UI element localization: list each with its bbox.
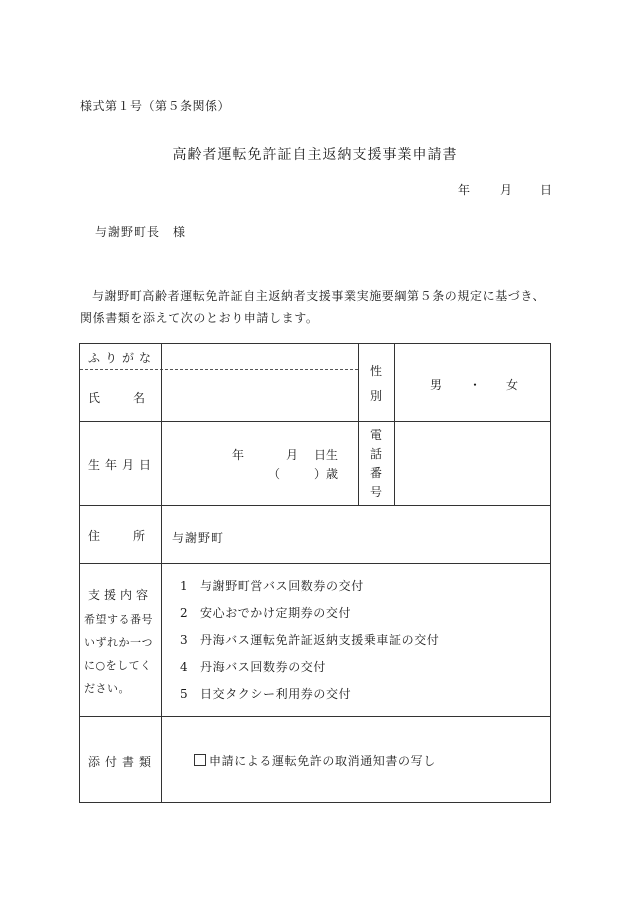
row-divider-3 [80, 563, 550, 564]
attachment-checkbox[interactable] [194, 754, 206, 766]
document-title: 高齢者運転免許証自主返納支援事業申請書 [172, 147, 458, 163]
sex-option-female[interactable]: 女 [506, 378, 519, 392]
phone-label-char-3: 番 [370, 466, 383, 480]
sex-label-2: 別 [370, 389, 383, 403]
attachment-label: 添付書類 [88, 755, 157, 769]
row-divider-2 [80, 505, 550, 506]
attachment-item-text: 申請による運転免許の取消通知書の写し [209, 754, 436, 768]
support-option-4[interactable] [180, 658, 326, 675]
body-text: 与謝野町高齢者運転免許証自主返納者支援事業実施要綱第５条の規定に基づき、関係書類を添えて次のとおり申請します。 [80, 289, 546, 325]
support-note-line-4: ださい。 [84, 682, 130, 695]
sex-phone-left-divider [358, 344, 359, 505]
phone-field[interactable] [398, 426, 546, 500]
support-note-line-2: いずれか一つ [84, 636, 153, 649]
support-option-1[interactable] [180, 577, 364, 594]
furigana-field[interactable] [165, 348, 355, 366]
phone-label-char-4: 号 [370, 485, 383, 499]
address-label: 住 所 [88, 529, 149, 543]
sex-phone-right-divider [394, 344, 395, 505]
birth-month-label: 月 [286, 448, 299, 462]
support-option-number: 1 [180, 579, 189, 593]
sex-option-male[interactable]: 男 [430, 378, 443, 392]
support-option-text: 安心おでかけ定期券の交付 [200, 606, 352, 620]
support-option-text: 丹海バス回数券の交付 [200, 660, 327, 674]
phone-label-char-2: 話 [370, 447, 383, 461]
name-label: 氏 名 [88, 391, 149, 405]
support-option-number: 2 [180, 606, 189, 620]
date-day-label: 日 [540, 183, 553, 197]
support-option-3[interactable] [180, 631, 439, 648]
furigana-label: ふりがな [88, 351, 157, 365]
sex-label-1: 性 [370, 364, 383, 378]
date-year-label: 年 [458, 183, 471, 197]
birth-day-label: 日生 [314, 448, 339, 462]
name-field[interactable] [165, 374, 355, 418]
date-month-label: 月 [500, 183, 513, 197]
support-option-number: 4 [180, 660, 189, 674]
support-note-line-1: 希望する番号 [84, 613, 153, 626]
support-option-text: 日交タクシー利用券の交付 [200, 687, 352, 701]
attachment-item[interactable] [194, 752, 436, 769]
support-option-text: 与謝野町営バス回数券の交付 [200, 579, 364, 593]
support-option-text: 丹海バス運転免許証返納支援乗車証の交付 [200, 633, 440, 647]
support-option-number: 3 [180, 633, 189, 647]
support-note-line-3: に○をしてく [84, 659, 152, 672]
sex-option-separator: ・ [469, 378, 482, 392]
support-option-2[interactable] [180, 604, 351, 621]
support-option-5[interactable] [180, 685, 351, 702]
phone-label-char-1: 電 [370, 428, 383, 442]
birth-year-label: 年 [232, 448, 245, 462]
support-option-number: 5 [180, 687, 189, 701]
age-open-paren: （ [268, 467, 281, 481]
furigana-divider [80, 369, 358, 370]
application-form-table [79, 343, 551, 803]
support-content-label: 支援内容 [88, 588, 153, 602]
label-column-divider [161, 344, 162, 802]
row-divider-4 [80, 716, 550, 717]
row-divider-1 [80, 421, 550, 422]
age-close-label: ）歳 [314, 467, 339, 481]
birth-date-label: 生年月日 [88, 458, 157, 472]
form-number: 様式第１号（第５条関係） [80, 99, 231, 113]
addressee: 与謝野町長 様 [95, 225, 187, 239]
address-value[interactable]: 与謝野町 [172, 531, 225, 545]
